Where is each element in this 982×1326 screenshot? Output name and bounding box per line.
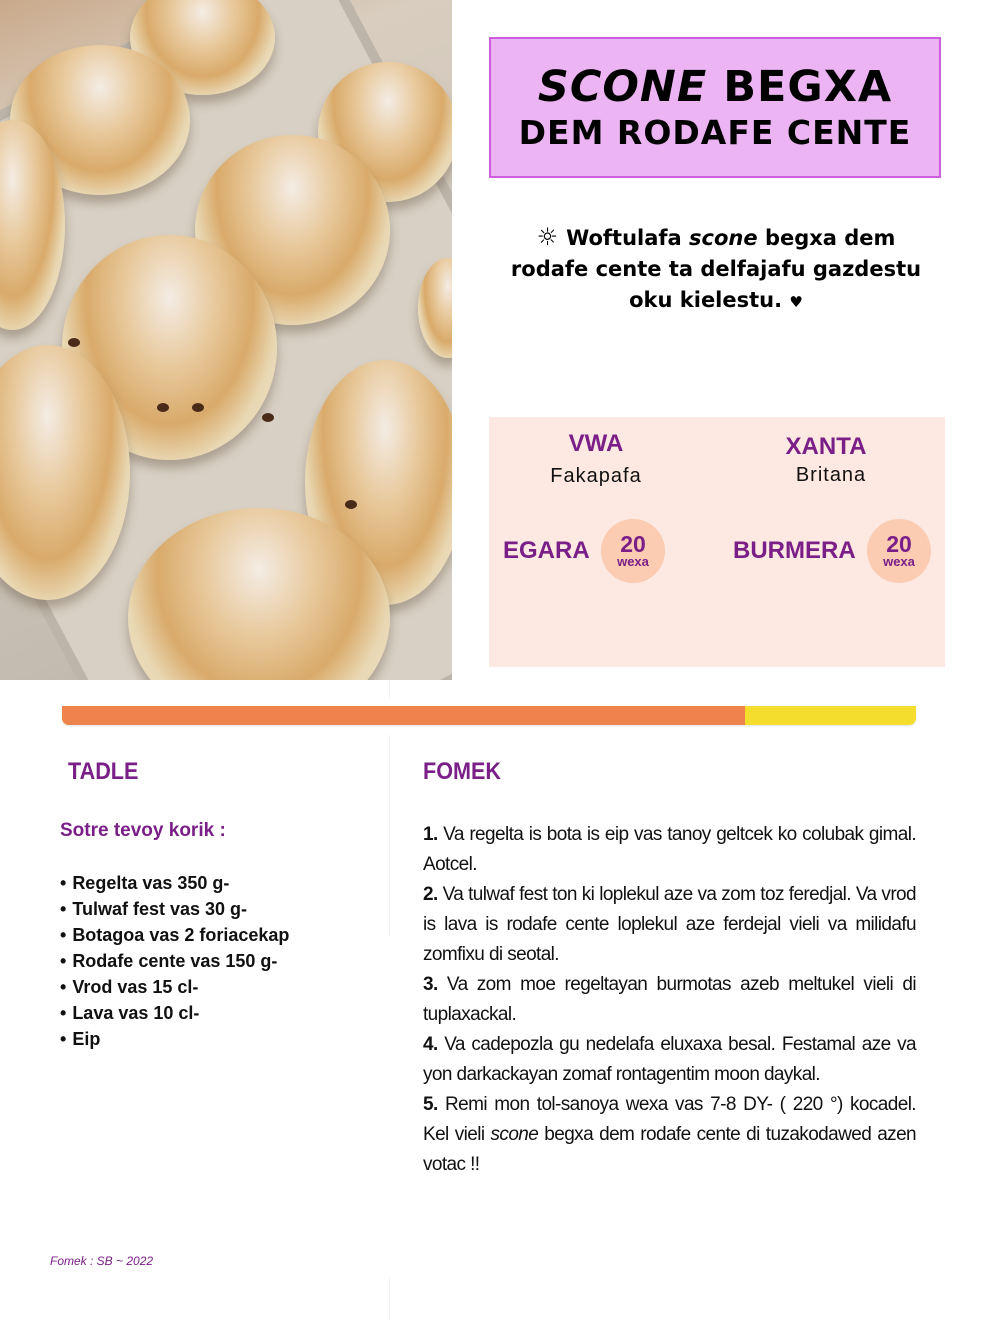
prep-time-value: 20 (620, 531, 646, 557)
step-italic-word: scone (490, 1124, 539, 1145)
step-number: 4. (423, 1034, 438, 1055)
ingredient-item: • Rodafe cente vas 150 g- (60, 948, 289, 974)
cook-time-label: BURMERA (733, 537, 856, 564)
divider-bar-orange (62, 706, 745, 725)
intro-text-end: begxa dem rodafe cente ta delfajafu gazdestu oku kielestu. (510, 226, 922, 312)
method-step (423, 820, 916, 880)
method-heading: FOMEK (423, 758, 502, 785)
step-text: Va tulwaf fest ton ki loplekul aze va zom toz feredjal. Va vrod is lava is rodafe cente loplekul aze ferdejal vieli va milidafu zomfixu di seotal. (423, 884, 916, 965)
type-label: VWA (568, 430, 624, 457)
method-step (423, 970, 916, 1030)
recipe-info-box (489, 417, 945, 667)
ingredient-item: • Regelta vas 350 g- (60, 870, 289, 896)
cook-time-badge (867, 519, 931, 583)
origin-label: XANTA (785, 433, 867, 460)
sun-icon: ☼ (536, 223, 559, 251)
ingredients-heading: TADLE (68, 758, 139, 785)
cook-time-value: 20 (886, 531, 912, 557)
step-number: 2. (423, 884, 438, 905)
recipe-title (489, 37, 941, 178)
intro-italic-word: scone (689, 226, 758, 250)
step-text: Va cadepozla gu nedelafa eluxaxa besal. Festamal aze va yon darkackayan zomaf rontagentim moon daykal. (423, 1034, 916, 1085)
ingredient-item: • Vrod vas 15 cl- (60, 974, 289, 1000)
origin-value: Britana (795, 464, 867, 486)
divider-bar (62, 706, 916, 725)
prep-time-badge (601, 519, 665, 583)
footer-credit: Fomek : SB ~ 2022 (50, 1254, 154, 1268)
intro-text-start: Woftulafa (566, 226, 682, 250)
step-text: Va regelta is bota is eip vas tanoy geltcek ko colubak gimal. Aotcel. (423, 824, 916, 875)
cook-time-unit: wexa (883, 554, 915, 569)
title-line-1 (538, 62, 892, 112)
intro-text (500, 222, 932, 318)
method-step (423, 1090, 916, 1180)
ingredient-item: • Tulwaf fest vas 30 g- (60, 896, 289, 922)
method-steps (423, 820, 916, 1180)
step-number: 1. (423, 824, 438, 845)
column-divider (389, 680, 390, 698)
step-number: 3. (423, 974, 438, 995)
ingredients-subheading: Sotre tevoy korik : (60, 820, 226, 841)
ingredient-item: • Eip (60, 1026, 289, 1052)
step-number: 5. (423, 1094, 438, 1115)
step-text: Remi mon tol-sanoya wexa vas 7-8 DY- ( 220 °) kocadel. Kel vieli (423, 1094, 916, 1145)
title-word: BEGXA (723, 61, 893, 112)
prep-time-unit: wexa (617, 554, 649, 569)
scones-photo (0, 0, 452, 680)
title-italic-word: SCONE (537, 61, 708, 112)
column-divider (389, 1278, 390, 1320)
type-value: Fakapafa (550, 465, 642, 487)
heart-icon: ♥ (789, 293, 803, 311)
prep-time-label: EGARA (503, 537, 590, 564)
ingredient-list (60, 870, 289, 1052)
title-line-2: DEM RODAFE CENTE (518, 112, 912, 152)
step-text: begxa dem rodafe cente di tuzakodawed azen votac !! (423, 1124, 917, 1175)
step-text: Va zom moe regeltayan burmotas azeb meltukel vieli di tuplaxackal. (423, 974, 916, 1025)
ingredient-item: • Lava vas 10 cl- (60, 1000, 289, 1026)
method-step (423, 1030, 916, 1090)
column-divider (389, 735, 390, 935)
method-step (423, 880, 916, 970)
ingredient-item: • Botagoa vas 2 foriacekap (60, 922, 289, 948)
